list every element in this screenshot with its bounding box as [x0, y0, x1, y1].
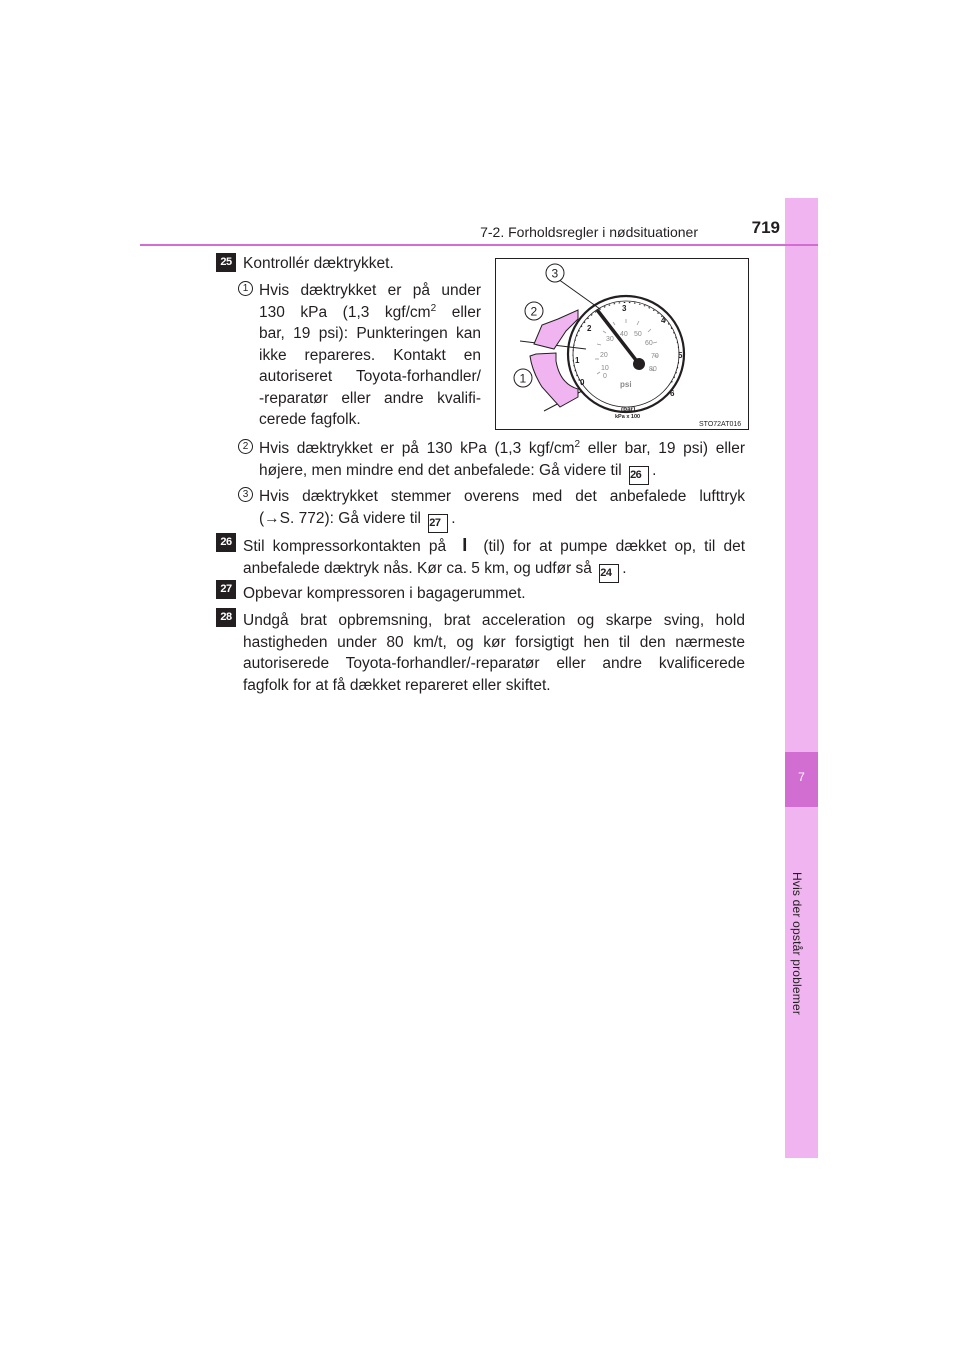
sub-item-1-line: bar, 19 psi): Punkteringen kan	[259, 325, 481, 342]
sub-item-2-line: højere, men mindre end det anbefalede: Gå videre til 26 .	[259, 460, 745, 485]
psi-tick-label: 0	[603, 373, 607, 380]
sub-item-number-3: 3	[238, 487, 253, 502]
psi-tick-label: 40	[620, 331, 628, 338]
bar-tick-label: 2	[587, 324, 592, 333]
step-27-text: Opbevar kompressoren i bagagerummet.	[243, 585, 526, 602]
tire-pressure-gauge-figure	[495, 258, 749, 430]
bar-tick-label: 0	[580, 378, 585, 387]
bar-tick-label: 3	[622, 304, 627, 313]
step-number-27: 27	[216, 580, 236, 599]
bar-tick-label: 6	[670, 389, 675, 398]
bar-unit-label: (bar)	[621, 406, 636, 413]
bar-tick-label: 5	[678, 351, 683, 360]
step-28-line: fagfolk for at få dækket repareret eller skiftet.	[243, 676, 551, 694]
callout-number: 2	[530, 304, 538, 319]
section-title: 7-2. Forholdsregler i nødsituationer	[480, 224, 698, 240]
figure-code: STO72AT016	[699, 421, 742, 428]
sub-item-1-line: cerede fagfolk.	[259, 411, 361, 428]
sub-item-3-line: Hvis dæktrykket stemmer overens med det anbefalede lufttryk	[259, 488, 745, 505]
step-number-25: 25	[216, 253, 236, 272]
step-ref-26[interactable]: 26	[629, 466, 649, 485]
sub-item-1-line: autoriseret Toyota-forhandler/	[259, 368, 481, 385]
step-28-line: autoriserede Toyota-forhandler/-reparatør eller andre kvalificerede	[243, 655, 745, 672]
psi-tick-label: 10	[601, 365, 609, 372]
chapter-title: Hvis der opstår problemer	[790, 872, 804, 1016]
gauge-needle-hub	[633, 358, 645, 370]
page-reference-link[interactable]: S. 772): Gå videre til	[279, 509, 421, 527]
step-28-line: hastigheden under 80 km/t, og kør forsigtigt hen til den nærmeste	[243, 633, 745, 651]
step-25-text: Kontrollér dæktrykket.	[243, 255, 394, 272]
sub-item-1-line: -reparatør eller andre kvalifi-	[259, 389, 481, 407]
switch-on-symbol: I	[462, 535, 468, 555]
psi-unit-label: psi	[620, 380, 632, 389]
sub-item-1-line: ikke repareres. Kontakt en	[259, 346, 481, 364]
sub-item-2-text	[259, 438, 745, 485]
sub-item-1-line: 130 kPa (1,3 kgf/$cm^2$ eller	[259, 302, 482, 321]
step-28-text	[243, 610, 745, 696]
step-number-26: 26	[216, 533, 236, 552]
pressure-gauge-illustration	[496, 259, 748, 429]
step-ref-27[interactable]: 27	[428, 514, 448, 533]
psi-tick-label: 70	[651, 353, 659, 360]
step-26-line: anbefalede dæktryk nås. Kør ca. 5 km, og udfør så 24 .	[243, 558, 745, 583]
callout-number: 3	[551, 266, 559, 281]
sub-item-number-2: 2	[238, 439, 253, 454]
step-26-line: Stil kompressorkontakten på I (til) for at pumpe dækket op, til det	[243, 535, 745, 555]
arrow-icon: →	[264, 509, 280, 527]
sub-item-2-line: Hvis dæktrykket er på 130 kPa (1,3 kgf/$cm^2$ eller bar, 19 psi) eller	[259, 438, 746, 457]
psi-tick-label: 30	[606, 336, 614, 343]
psi-tick-label: 20	[600, 352, 608, 359]
sub-item-1-line: Hvis dæktrykket er på under	[259, 282, 481, 299]
step-26-text	[243, 535, 745, 583]
bar-tick-label: 1	[575, 356, 580, 365]
page-number: 719	[751, 218, 780, 237]
chapter-number: 7	[798, 770, 805, 784]
step-number-28: 28	[216, 608, 236, 627]
sub-item-3-line: (→S. 772): Gå videre til 27 .	[259, 508, 745, 533]
callout-number: 1	[519, 371, 527, 386]
psi-tick-label: 80	[649, 366, 657, 373]
step-28-line: Undgå brat opbremsning, brat acceleration og skarpe sving, hold	[243, 612, 745, 629]
sub-item-3-text	[259, 486, 745, 533]
kpa-unit-label: kPa x 100	[615, 414, 641, 420]
header-rule	[140, 244, 818, 246]
bar-tick-label: 4	[661, 316, 666, 325]
sub-item-1-text	[259, 280, 481, 431]
psi-tick-label: 50	[634, 331, 642, 338]
sub-item-number-1: 1	[238, 281, 253, 296]
step-ref-24[interactable]: 24	[599, 564, 619, 583]
psi-tick-label: 60	[645, 340, 653, 347]
